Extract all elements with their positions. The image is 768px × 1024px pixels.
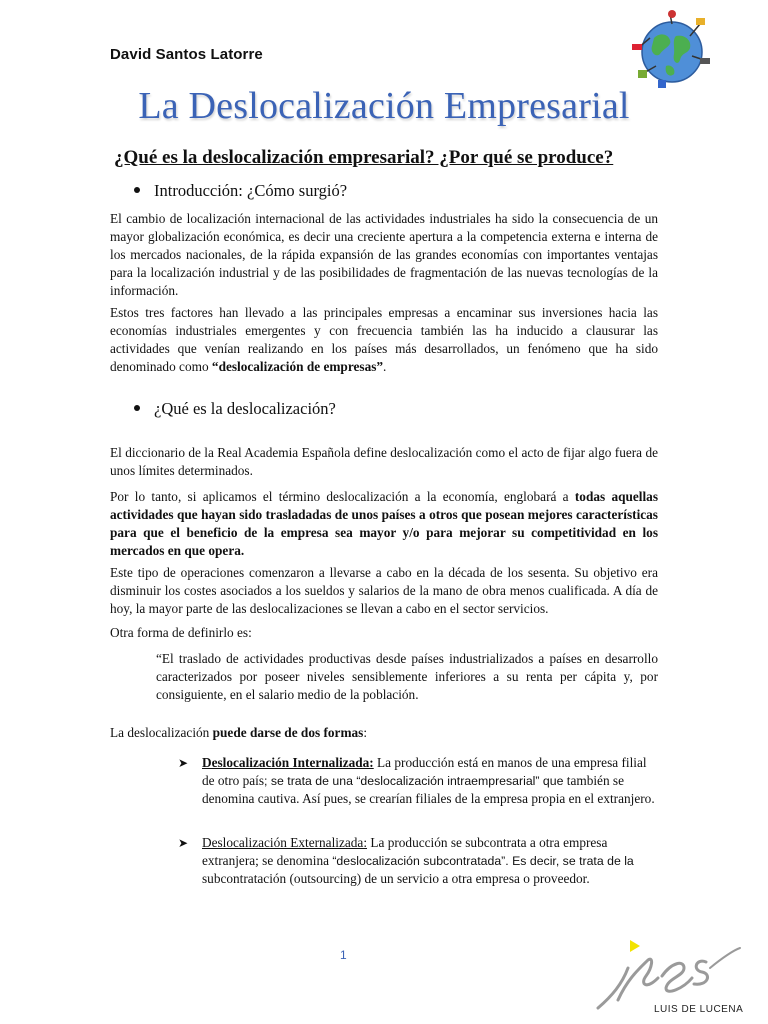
paragraph-otra-forma: Otra forma de definirlo es: [110,625,252,640]
list-item-externalizada [178,834,662,888]
school-name: LUIS DE LUCENA [654,1004,744,1015]
bold-text: todas aquellas actividades que hayan sido trasladadas de unos países a otros que posean mejores características para que el beneficio de la empresa sea mayor y/o para mejorar su competitividad en los mercados en que opera. [110,489,659,558]
paragraph-aplicacion [110,488,658,560]
paragraph-intro-1: El cambio de localización internacional de las actividades industriales ha sido la consecuencia de un mayor globalización económica, es decir una creciente apertura a la competencia externa e interna de los mercados nacionales, de la rápida expansión de las grandes economías con importantes ventajas para la localización industrial y de las posibilidades de fragmentación de las nuevas tecnologías de la información. [110,211,658,298]
form-text: subcontratación (outsourcing) de un servicio a otra empresa o proveedor. [202,871,590,886]
paragraph-text: La deslocalización [110,725,213,740]
paragraph-historia: Este tipo de operaciones comenzaron a llevarse a cabo en la década de los sesenta. Su objetivo era disminuir los costes asociados a los sueldos y salarios de la mano de obra menos cualificada. A día de hoy, la mayor parte de las deslocalizaciones se llevan a cabo en el sector servicios. [110,565,658,616]
bullet-label: ¿Qué es la deslocalización? [154,399,336,418]
arrow-bullet-icon: ➤ [178,836,189,850]
form-text: La producción está en manos de una empresa filial de otro país [202,755,647,788]
form-text: también se denomina cautiva. Así pues, se crearían filiales de la empresa propia en el extranjero. [202,773,655,806]
bullet-introduccion [134,181,347,201]
form-text: La producción se subcontrata a otra empresa extranjera; se denomina [202,835,608,868]
page-number: 1 [340,948,347,962]
globe-icon [630,8,714,92]
bullet-dot-icon [134,187,140,193]
definition-quote: “El traslado de actividades productivas desde países industrializados a países en desarrollo caracterizados por poseer niveles sensiblemente inferiores a su renta per cápita y, por consiguiente, en el salario medio de la población. [156,651,658,702]
form-text: ; se trata de una “deslocalización intraempresarial” que [264,774,564,788]
bullet-label: Introducción: ¿Cómo surgió? [154,181,348,200]
paragraph-punct: : [363,725,368,740]
paragraph-definicion: El diccionario de la Real Academia Española define deslocalización como el acto de fijar algo fuera de unos límites determinados. [110,445,658,478]
section-heading: ¿Qué es la deslocalización empresarial? ¿Por qué se produce? [114,147,614,168]
arrow-bullet-icon: ➤ [178,756,189,770]
bullet-dot-icon [134,405,140,411]
author-name: David Santos Latorre [110,46,263,63]
page-title: La Deslocalización Empresarial [138,85,630,127]
list-item-internalizada [178,754,662,808]
bold-term: “deslocalización de empresas” [211,359,384,374]
paragraph-formas [110,724,658,742]
bold-text: puede darse de dos formas [212,725,364,740]
form-label: Deslocalización Internalizada: [202,755,374,770]
paragraph-text: Estos tres factores han llevado a las principales empresas a encaminar sus inversiones hacia las economías industriales emergentes y con frecuencia también las ha inducido a clausurar las actividades que venían realizando en los países más desarrollados, un fenómeno que ha sido denominado como [110,305,658,374]
form-label: Deslocalización Externalizada: [202,835,368,850]
paragraph-intro-2 [110,304,658,376]
paragraph-punct: . [383,359,387,374]
paragraph-text: Por lo tanto, si aplicamos el término deslocalización a la economía, englobará a [110,489,575,504]
form-text: “deslocalización subcontratada”. Es decir, se trata de la [332,854,634,868]
bullet-que-es [134,399,336,419]
